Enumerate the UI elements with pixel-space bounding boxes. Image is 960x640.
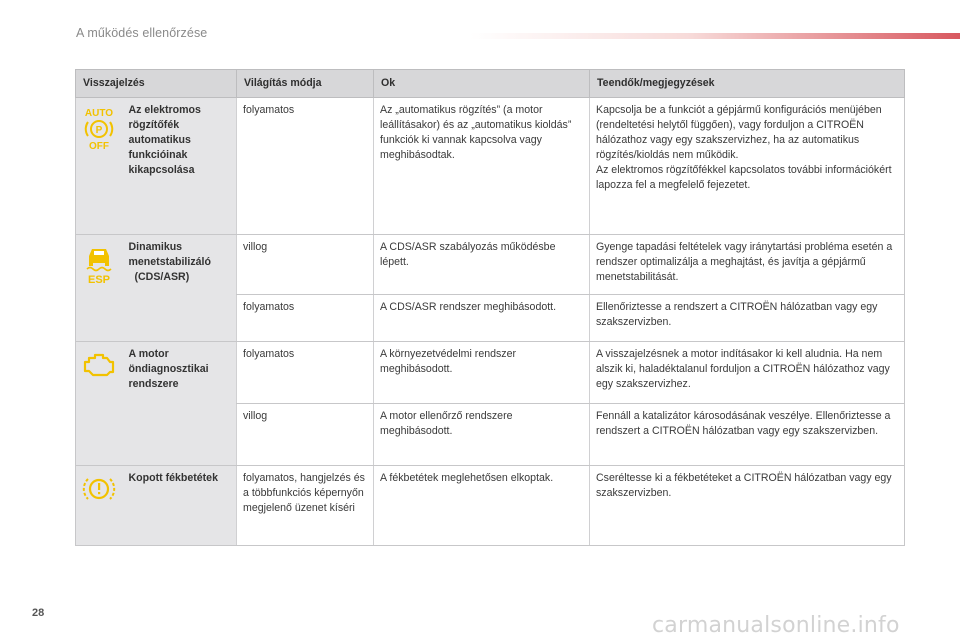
svg-text:P: P [95, 125, 103, 136]
svg-text:OFF: OFF [89, 141, 110, 150]
header-reason: Ok [374, 70, 590, 98]
cause-text: A motor ellenőrző rendszere meghibásodott. [374, 404, 590, 466]
indicator-name-sub: (CDS/ASR) [134, 271, 190, 283]
table-row [76, 466, 905, 546]
watermark: carmanualsonline.info [652, 613, 900, 638]
header-indicator: Visszajelzés [76, 70, 237, 98]
action-text: A visszajelzésnek a motor indításakor ki kell aludnia. Ha nem alszik ki, haladéktalanul forduljon a CITROËN hálózathoz vagy egy szakszervizhez. [590, 342, 905, 404]
engine-check-icon [81, 350, 117, 380]
indicator-name-main: Dinamikus menetstabilizáló [128, 241, 211, 268]
svg-text:ESP: ESP [88, 274, 111, 285]
lighting-mode: folyamatos [237, 295, 374, 342]
warning-lights-table [75, 69, 905, 546]
table-row [76, 342, 905, 404]
header-action: Teendők/megjegyzések [590, 70, 905, 98]
cause-text: Az „automatikus rögzítés” (a motor leállításakor) és az „automatikus kioldás” funkciók ki vannak kapcsolva vagy meghibásodtak. [374, 98, 590, 235]
action-text: Fennáll a katalizátor károsodásának veszélye. Ellenőriztesse a rendszert a CITROËN hálózatban vagy egy szakszervizben. [590, 404, 905, 466]
header-accent-bar [470, 33, 960, 39]
table-header-row [76, 70, 905, 98]
header-mode: Világítás módja [237, 70, 374, 98]
indicator-name: Kopott fékbetétek [123, 466, 237, 546]
cause-text: A CDS/ASR rendszer meghibásodott. [374, 295, 590, 342]
indicator-icon-cell [76, 466, 123, 546]
indicator-icon-cell [76, 235, 123, 342]
esp-skid-car-icon [82, 243, 116, 285]
lighting-mode: villog [237, 404, 374, 466]
brake-pad-wear-icon [82, 474, 116, 504]
table-row [76, 235, 905, 295]
page-number: 28 [32, 607, 45, 619]
page-section-title: A működés ellenőrzése [76, 26, 208, 40]
indicator-icon-cell [76, 342, 123, 466]
cause-text: A CDS/ASR szabályozás működésbe lépett. [374, 235, 590, 295]
lighting-mode: folyamatos [237, 98, 374, 235]
auto-off-parking-brake-icon [81, 106, 117, 150]
svg-text:AUTO: AUTO [85, 108, 114, 119]
action-text: Cseréltesse ki a fékbetéteket a CITROËN hálózatban vagy egy szakszervizben. [590, 466, 905, 546]
action-text: Kapcsolja be a funkciót a gépjármű konfigurációs menüjében (rendeltetési helytől függően), vagy forduljon a CITROËN hálózathoz vagy egy szakszervizhez, ha az automatikus rögzítés/kioldás nem működik. Az elektromos rögzítőfékkel kapcsolatos további információkért lapozza fel a megfelelő fejezetet. [590, 98, 905, 235]
indicator-name: A motor öndiagnosztikai rendszere [123, 342, 237, 466]
lighting-mode: villog [237, 235, 374, 295]
lighting-mode: folyamatos [237, 342, 374, 404]
table-row [76, 98, 905, 235]
indicator-name [123, 235, 237, 342]
indicator-icon-cell [76, 98, 123, 235]
cause-text: A környezetvédelmi rendszer meghibásodott. [374, 342, 590, 404]
indicator-name: Az elektromos rögzítőfék automatikus funkcióinak kikapcsolása [123, 98, 237, 235]
cause-text: A fékbetétek meglehetősen elkoptak. [374, 466, 590, 546]
lighting-mode: folyamatos, hangjelzés és a többfunkciós képernyőn megjelenő üzenet kíséri [237, 466, 374, 546]
warning-lights-table-container [75, 69, 904, 546]
action-text: Ellenőriztesse a rendszert a CITROËN hálózatban vagy egy szakszervizben. [590, 295, 905, 342]
action-text: Gyenge tapadási feltételek vagy iránytartási probléma esetén a rendszer optimalizálja a meghajtást, és javítja a gépjármű menetstabilitását. [590, 235, 905, 295]
